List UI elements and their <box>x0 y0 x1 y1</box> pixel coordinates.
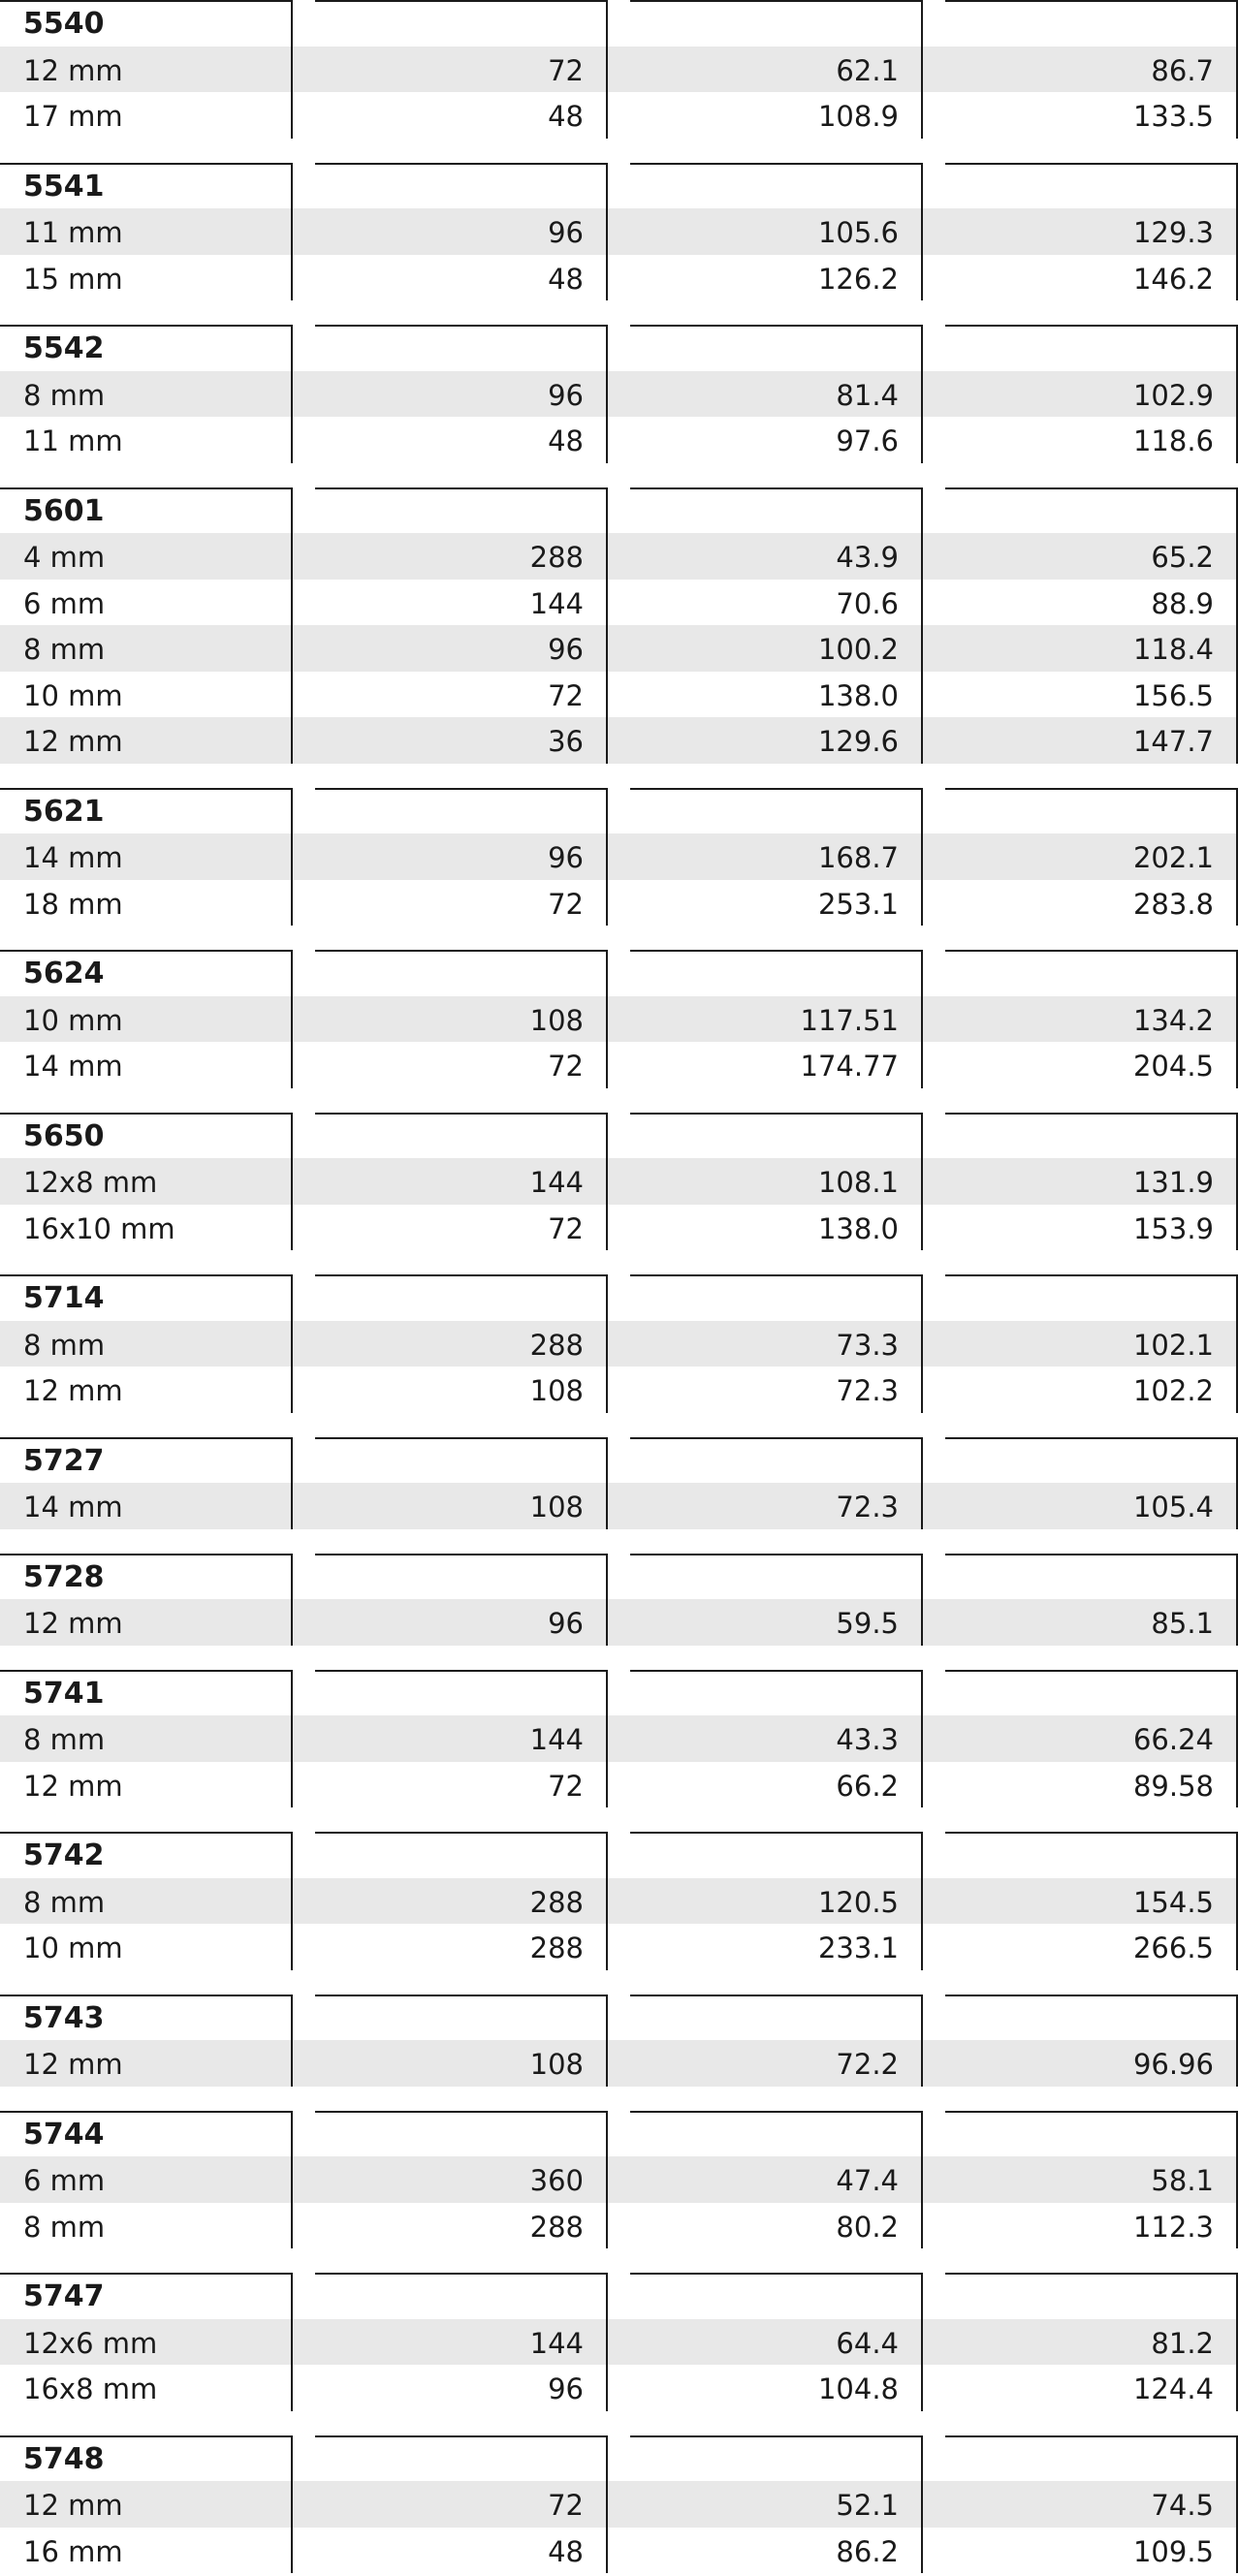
size-label: 10 mm <box>23 678 123 712</box>
price-value-alt: 85.1 <box>1151 1607 1214 1640</box>
price-value-alt: 118.4 <box>1132 633 1214 666</box>
size-label: 18 mm <box>23 887 123 921</box>
product-code: 5541 <box>23 169 105 204</box>
size-label: 12 mm <box>23 1374 123 1407</box>
group-header-row <box>0 1554 1238 1600</box>
product-code: 5624 <box>23 957 105 990</box>
quantity-value: 360 <box>529 2164 584 2197</box>
price-value: 138.0 <box>817 1211 899 1245</box>
price-value-alt: 134.2 <box>1132 1003 1214 1037</box>
quantity-value: 72 <box>548 53 584 87</box>
price-value: 100.2 <box>817 633 899 666</box>
price-value-alt: 74.5 <box>1151 2489 1214 2522</box>
price-value: 47.4 <box>836 2164 899 2197</box>
quantity-value: 144 <box>529 586 584 620</box>
product-group <box>0 2111 1238 2249</box>
table-row <box>0 625 1238 672</box>
price-value-alt: 105.4 <box>1132 1491 1214 1524</box>
product-code: 5743 <box>23 2000 105 2035</box>
table-row <box>0 2481 1238 2528</box>
table-row <box>0 2528 1238 2574</box>
table-row <box>0 833 1238 880</box>
price-value: 174.77 <box>800 1050 899 1083</box>
quantity-value: 72 <box>548 1211 584 1245</box>
price-value-alt: 124.4 <box>1132 2372 1214 2405</box>
price-value: 52.1 <box>836 2489 899 2522</box>
price-value: 72.3 <box>836 1374 899 1407</box>
quantity-value: 144 <box>529 1723 584 1756</box>
size-label: 12 mm <box>23 1769 123 1803</box>
product-group <box>0 1437 1238 1529</box>
quantity-value: 72 <box>548 1050 584 1083</box>
size-label: 12 mm <box>23 1607 123 1640</box>
price-value-alt: 58.1 <box>1151 2164 1214 2197</box>
quantity-value: 144 <box>529 1166 584 1199</box>
price-value: 43.9 <box>836 541 899 574</box>
size-label: 8 mm <box>23 1885 106 1919</box>
price-value-alt: 266.5 <box>1132 1932 1214 1964</box>
quantity-value: 48 <box>548 2534 584 2568</box>
product-code: 5728 <box>23 1559 105 1594</box>
size-label: 8 mm <box>23 1723 106 1756</box>
size-label: 14 mm <box>23 1050 123 1083</box>
price-value-alt: 202.1 <box>1132 841 1214 874</box>
quantity-value: 288 <box>529 541 584 574</box>
table-row <box>0 1483 1238 1529</box>
price-value: 104.8 <box>817 2372 899 2405</box>
group-header-row <box>0 0 1238 47</box>
table-row <box>0 1042 1238 1088</box>
price-value: 72.3 <box>836 1491 899 1524</box>
quantity-value: 108 <box>529 1374 584 1407</box>
table-row <box>0 1599 1238 1646</box>
price-value: 253.1 <box>817 887 899 921</box>
product-code: 5747 <box>23 2279 105 2313</box>
product-group <box>0 1113 1238 1251</box>
table-row <box>0 92 1238 139</box>
product-code: 5650 <box>23 1118 105 1153</box>
product-group <box>0 950 1238 1088</box>
price-value: 72.2 <box>836 2048 899 2081</box>
size-label: 6 mm <box>23 586 106 620</box>
size-label: 12x8 mm <box>23 1166 158 1199</box>
group-header-row <box>0 1832 1238 1878</box>
table-row <box>0 1367 1238 1413</box>
quantity-value: 72 <box>548 2489 584 2522</box>
table-row <box>0 580 1238 626</box>
product-group <box>0 163 1238 301</box>
price-value: 73.3 <box>836 1328 899 1362</box>
size-label: 12 mm <box>23 2489 123 2522</box>
quantity-value: 48 <box>548 262 584 296</box>
quantity-value: 96 <box>548 1607 584 1640</box>
price-value-alt: 118.6 <box>1132 424 1214 457</box>
price-value-alt: 112.3 <box>1132 2210 1214 2244</box>
quantity-value: 72 <box>548 1769 584 1803</box>
price-value: 81.4 <box>836 378 899 412</box>
quantity-value: 288 <box>529 2210 584 2244</box>
group-header-row <box>0 1274 1238 1321</box>
price-value-alt: 102.2 <box>1132 1374 1214 1407</box>
quantity-value: 108 <box>529 1003 584 1037</box>
quantity-value: 288 <box>529 1932 584 1964</box>
price-value: 105.6 <box>817 216 899 249</box>
size-label: 16x8 mm <box>23 2372 158 2405</box>
table-row <box>0 47 1238 93</box>
price-value-alt: 66.24 <box>1132 1723 1214 1756</box>
size-label: 10 mm <box>23 1932 123 1964</box>
price-value-alt: 96.96 <box>1132 2048 1214 2081</box>
product-group <box>0 2435 1238 2574</box>
size-label: 8 mm <box>23 1328 106 1362</box>
price-value-alt: 153.9 <box>1132 1211 1214 1245</box>
price-value-alt: 133.5 <box>1132 100 1214 133</box>
group-header-row <box>0 487 1238 534</box>
size-label: 11 mm <box>23 424 123 457</box>
quantity-value: 288 <box>529 1328 584 1362</box>
product-group <box>0 788 1238 927</box>
quantity-value: 48 <box>548 100 584 133</box>
table-row <box>0 255 1238 301</box>
size-label: 6 mm <box>23 2164 106 2197</box>
size-label: 16x10 mm <box>23 1211 175 1245</box>
product-code: 5748 <box>23 2441 105 2476</box>
price-value-alt: 131.9 <box>1132 1166 1214 1199</box>
product-group <box>0 487 1238 764</box>
price-value-alt: 154.5 <box>1132 1885 1214 1919</box>
product-code: 5742 <box>23 1838 105 1872</box>
price-value-alt: 65.2 <box>1151 541 1214 574</box>
product-group <box>0 1554 1238 1646</box>
price-value-alt: 147.7 <box>1132 725 1214 758</box>
size-label: 11 mm <box>23 216 123 249</box>
table-row <box>0 1762 1238 1808</box>
group-header-row <box>0 163 1238 209</box>
table-row <box>0 2365 1238 2411</box>
product-code: 5542 <box>23 331 105 365</box>
table-row <box>0 1715 1238 1762</box>
price-value-alt: 86.7 <box>1151 53 1214 87</box>
quantity-value: 288 <box>529 1885 584 1919</box>
size-label: 10 mm <box>23 1003 123 1037</box>
size-label: 17 mm <box>23 100 123 133</box>
price-value: 64.4 <box>836 2326 899 2360</box>
table-row <box>0 417 1238 463</box>
product-code: 5744 <box>23 2117 105 2152</box>
price-value-alt: 102.1 <box>1132 1328 1214 1362</box>
product-code: 5540 <box>23 7 105 41</box>
quantity-value: 96 <box>548 2372 584 2405</box>
product-group <box>0 325 1238 463</box>
table-row <box>0 2319 1238 2366</box>
product-code: 5601 <box>23 493 105 528</box>
table-row <box>0 717 1238 764</box>
table-row <box>0 533 1238 580</box>
product-code: 5714 <box>23 1281 105 1315</box>
size-label: 16 mm <box>23 2534 123 2568</box>
size-label: 14 mm <box>23 1491 123 1524</box>
quantity-value: 72 <box>548 678 584 712</box>
quantity-value: 48 <box>548 424 584 457</box>
product-code: 5741 <box>23 1676 105 1711</box>
group-header-row <box>0 1670 1238 1716</box>
table-row <box>0 880 1238 927</box>
product-group <box>0 1995 1238 2087</box>
size-label: 12 mm <box>23 2048 123 2081</box>
product-group <box>0 1670 1238 1808</box>
size-label: 12 mm <box>23 53 123 87</box>
price-value-alt: 156.5 <box>1132 678 1214 712</box>
price-value-alt: 81.2 <box>1151 2326 1214 2360</box>
table-row <box>0 1205 1238 1251</box>
price-value-alt: 129.3 <box>1132 216 1214 249</box>
group-header-row <box>0 1995 1238 2041</box>
price-value-alt: 89.58 <box>1132 1769 1214 1803</box>
price-value: 117.51 <box>800 1003 899 1037</box>
size-label: 12 mm <box>23 725 123 758</box>
table-row <box>0 672 1238 718</box>
price-value-alt: 102.9 <box>1132 378 1214 412</box>
table-row <box>0 2203 1238 2249</box>
group-header-row <box>0 2111 1238 2157</box>
price-value-alt: 146.2 <box>1132 262 1214 296</box>
price-value: 80.2 <box>836 2210 899 2244</box>
quantity-value: 96 <box>548 633 584 666</box>
price-value: 120.5 <box>817 1885 899 1919</box>
quantity-value: 36 <box>548 725 584 758</box>
size-label: 4 mm <box>23 541 106 574</box>
size-label: 12x6 mm <box>23 2326 158 2360</box>
product-group <box>0 0 1238 139</box>
size-label: 8 mm <box>23 633 106 666</box>
group-header-row <box>0 2435 1238 2482</box>
price-value-alt: 283.8 <box>1132 887 1214 921</box>
group-header-row <box>0 1113 1238 1159</box>
quantity-value: 144 <box>529 2326 584 2360</box>
product-code: 5727 <box>23 1443 105 1478</box>
table-row <box>0 371 1238 418</box>
group-header-row <box>0 788 1238 834</box>
group-header-row <box>0 325 1238 371</box>
price-value-alt: 88.9 <box>1151 586 1214 620</box>
size-label: 14 mm <box>23 841 123 874</box>
group-header-row <box>0 2273 1238 2319</box>
quantity-value: 96 <box>548 378 584 412</box>
product-code: 5621 <box>23 794 105 829</box>
price-value: 108.9 <box>817 100 899 133</box>
quantity-value: 96 <box>548 216 584 249</box>
table-row <box>0 2156 1238 2203</box>
table-row <box>0 2040 1238 2087</box>
size-label: 8 mm <box>23 2210 106 2244</box>
table-row <box>0 1878 1238 1925</box>
group-header-row <box>0 1437 1238 1484</box>
quantity-value: 96 <box>548 841 584 874</box>
price-value: 126.2 <box>817 262 899 296</box>
table-row <box>0 1321 1238 1367</box>
price-value: 70.6 <box>836 586 899 620</box>
quantity-value: 72 <box>548 887 584 921</box>
price-value: 129.6 <box>817 725 899 758</box>
table-row <box>0 1924 1238 1970</box>
quantity-value: 108 <box>529 2048 584 2081</box>
table-row <box>0 996 1238 1043</box>
product-group <box>0 1274 1238 1413</box>
price-value-alt: 109.5 <box>1132 2534 1214 2568</box>
price-value: 59.5 <box>836 1607 899 1640</box>
group-header-row <box>0 950 1238 996</box>
price-value: 108.1 <box>817 1166 899 1199</box>
price-value: 168.7 <box>817 841 899 874</box>
product-group <box>0 2273 1238 2411</box>
product-group <box>0 1832 1238 1970</box>
table-row <box>0 208 1238 255</box>
price-value: 233.1 <box>817 1932 899 1964</box>
price-value: 138.0 <box>817 678 899 712</box>
price-value: 62.1 <box>836 53 899 87</box>
size-label: 15 mm <box>23 262 123 296</box>
quantity-value: 108 <box>529 1491 584 1524</box>
price-value-alt: 204.5 <box>1132 1050 1214 1083</box>
price-value: 86.2 <box>836 2534 899 2568</box>
size-label: 8 mm <box>23 378 106 412</box>
table-row <box>0 1158 1238 1205</box>
price-value: 66.2 <box>836 1769 899 1803</box>
price-value: 97.6 <box>836 424 899 457</box>
price-value: 43.3 <box>836 1723 899 1756</box>
